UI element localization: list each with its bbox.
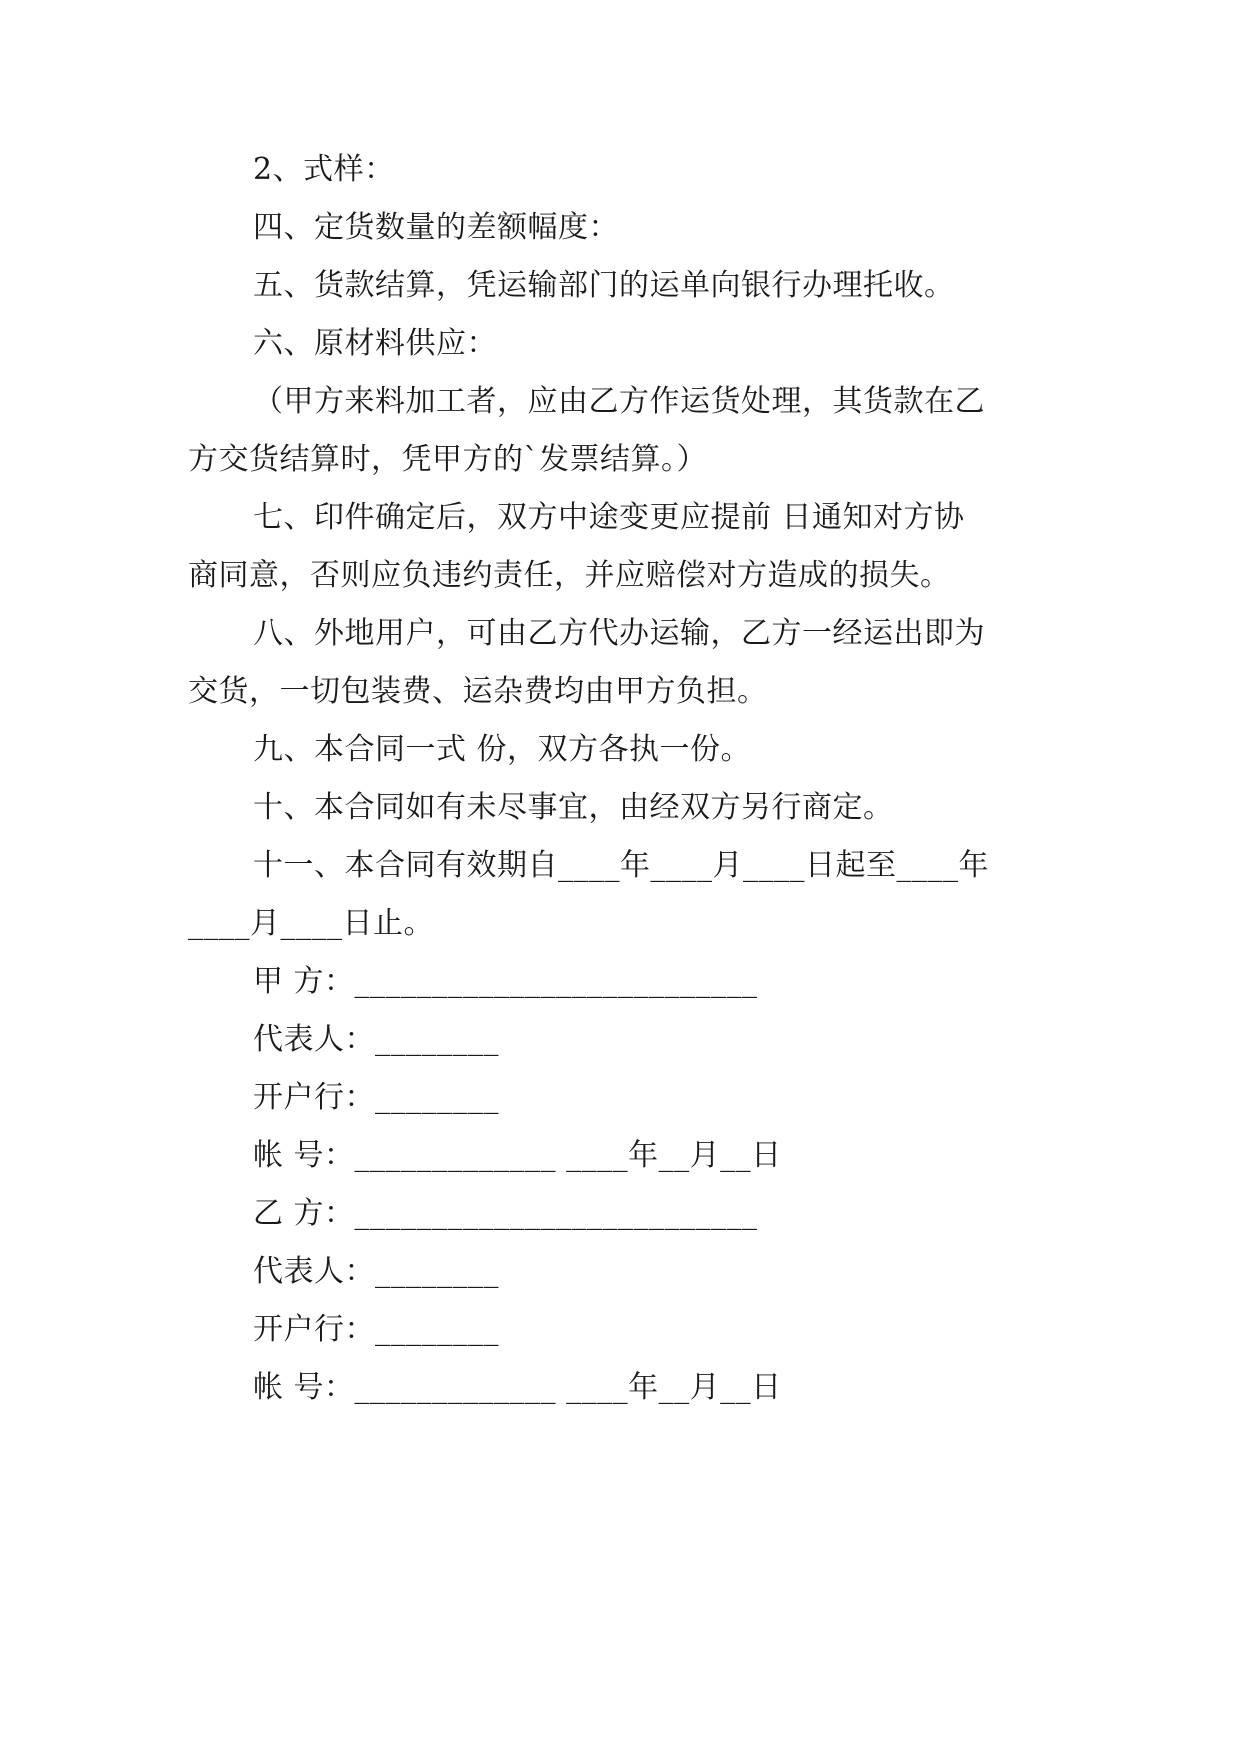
clause-7-line-2: 商同意，否则应负违约责任，并应赔偿对方造成的损失。 <box>188 558 951 593</box>
clause-11-validity-line-2: ____月____日止。 <box>188 906 434 941</box>
party-a-account-date: 帐 号：_____________ ____年__月__日 <box>253 1138 782 1173</box>
clause-7-line-1: 七、印件确定后，双方中途变更应提前 日通知对方协 <box>253 500 965 535</box>
clause-6-note-line-2: 方交货结算时，凭甲方的`发票结算。） <box>188 442 707 477</box>
clause-5-payment: 五、货款结算，凭运输部门的运单向银行办理托收。 <box>253 268 955 303</box>
clause-8-line-1: 八、外地用户，可由乙方代办运输，乙方一经运出即为 <box>253 616 985 651</box>
party-b-bank: 开户行：________ <box>253 1312 499 1347</box>
clause-9-copies: 九、本合同一式 份，双方各执一份。 <box>253 732 752 767</box>
party-b-representative: 代表人：________ <box>253 1254 499 1289</box>
clause-8-line-2: 交货，一切包装费、运杂费均由甲方负担。 <box>188 674 768 709</box>
clause-6-note-line-1: （甲方来料加工者，应由乙方作运货处理，其货款在乙 <box>253 384 985 419</box>
clause-11-validity-line-1: 十一、本合同有效期自____年____月____日起至____年 <box>253 848 989 883</box>
clause-2-style: 2、式样： <box>253 152 395 187</box>
party-a-bank: 开户行：________ <box>253 1080 499 1115</box>
clause-10-other-matters: 十、本合同如有未尽事宜，由经双方另行商定。 <box>253 790 894 825</box>
clause-4-quantity-tolerance: 四、定货数量的差额幅度： <box>253 210 619 245</box>
clause-6-materials: 六、原材料供应： <box>253 326 497 361</box>
party-a-name: 甲 方：__________________________ <box>253 964 758 999</box>
party-a-representative: 代表人：________ <box>253 1022 499 1057</box>
party-b-account-date: 帐 号：_____________ ____年__月__日 <box>253 1370 782 1405</box>
party-b-name: 乙 方：__________________________ <box>253 1196 758 1231</box>
